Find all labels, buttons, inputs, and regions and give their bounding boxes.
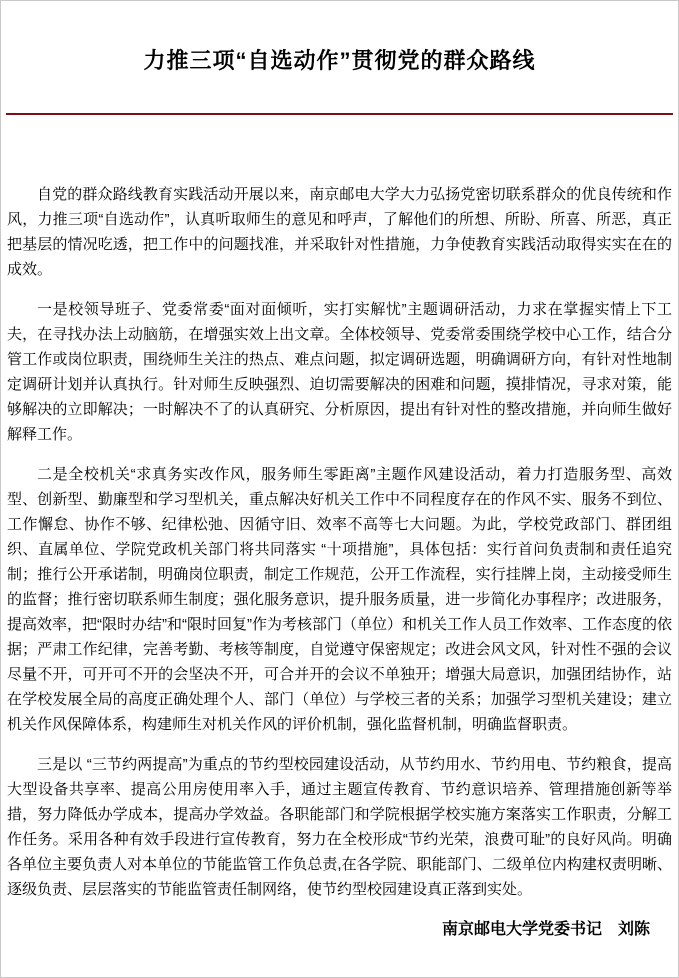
paragraph-intro: 自党的群众路线教育实践活动开展以来，南京邮电大学大力弘扬党密切联系群众的优良传统和作风，力推三项“自选动作”，认真听取师生的意见和呼声，了解他们的所想、所盼、所喜、所恶，真正把基层的情况吃透，把工作中的问题找准，并采取针对性措施，力争使教育实践活动取得实实在在的成效。 <box>7 186 672 278</box>
title-divider <box>6 113 673 115</box>
document-body <box>7 182 672 942</box>
document-title: 力推三项“自选动作”贯彻党的群众路线 <box>143 48 536 73</box>
paragraph-action-two: 二是全校机关“求真务实改作风，服务师生零距离”主题作风建设活动，着力打造服务型、高效型、创新型、勤廉型和学习型机关，重点解决好机关工作中不同程度存在的作风不实、服务不到位、工作懈怠、协作不够、纪律松弛、因循守旧、效率不高等七大问题。为此，学校党政部门、群团组织、直属单位、学院党政机关部门将共同落实 “十项措施”，具体包括：实行首问负责制和责任追究制；推行公开承诺制，明确岗位职责，制定工作规范，公开工作流程，实行挂牌上岗，主动接受师生的监督；推行密切联系师生制度；强化服务意识，提升服务质量，进一步简化办事程序；改进服务，提高效率，把“限时办结”和“限时回复”作为考核部门（单位）和机关工作人员工作效率、工作态度的依据；严肃工作纪律，完善考勤、考核等制度，自觉遵守保密规定；改进会风文风，针对性不强的会议尽量不开，可开可不开的会坚决不开，可合并开的会议不单独开；增强大局意识，加强团结协作，站在学校发展全局的高度正确处理个人、部门（单位）与学校三者的关系；加强学习型机关建设；建立机关作风保障体系，构建师生对机关作风的评价机制，强化监督机制，明确监督职责。 <box>7 466 672 733</box>
paragraph-action-one: 一是校领导班子、党委常委“面对面倾听，实打实解忧”主题调研活动，力求在掌握实情上下工夫，在寻找办法上动脑筋，在增强实效上出文章。全体校领导、党委常委围绕学校中心工作，结合分管工作或岗位职责，围绕师生关注的热点、难点问题，拟定调研选题，明确调研方向，有针对性地制定调研计划并认真执行。针对师生反映强烈、迫切需要解决的困难和问题，摸排情况，寻求对策，能够解决的立即解决；一时解决不了的认真研究、分析原因，提出有针对性的整改措施，并向师生做好解释工作。 <box>7 301 672 443</box>
paragraph-action-three: 三是以 “三节约两提高”为重点的节约型校园建设活动，从节约用水、节约用电、节约粮食，提高大型设备共享率、提高公用房使用率入手，通过主题宣传教育、节约意识培养、管理措施创新等举措，努力降低办学成本，提高办学效益。各职能部门和学院根据学校实施方案落实工作职责，分解工作任务。采用各种有效手段进行宣传教育，努力在全校形成“节约光荣，浪费可耻”的良好风尚。明确各单位主要负责人对本单位的节能监管工作负总责,在各学院、职能部门、二级单位内构建权责明晰、逐级负责、层层落实的节能监管责任制网络，使节约型校园建设真正落到实处。 <box>7 756 672 898</box>
signature: 南京邮电大学党委书记 刘陈 <box>441 921 650 938</box>
